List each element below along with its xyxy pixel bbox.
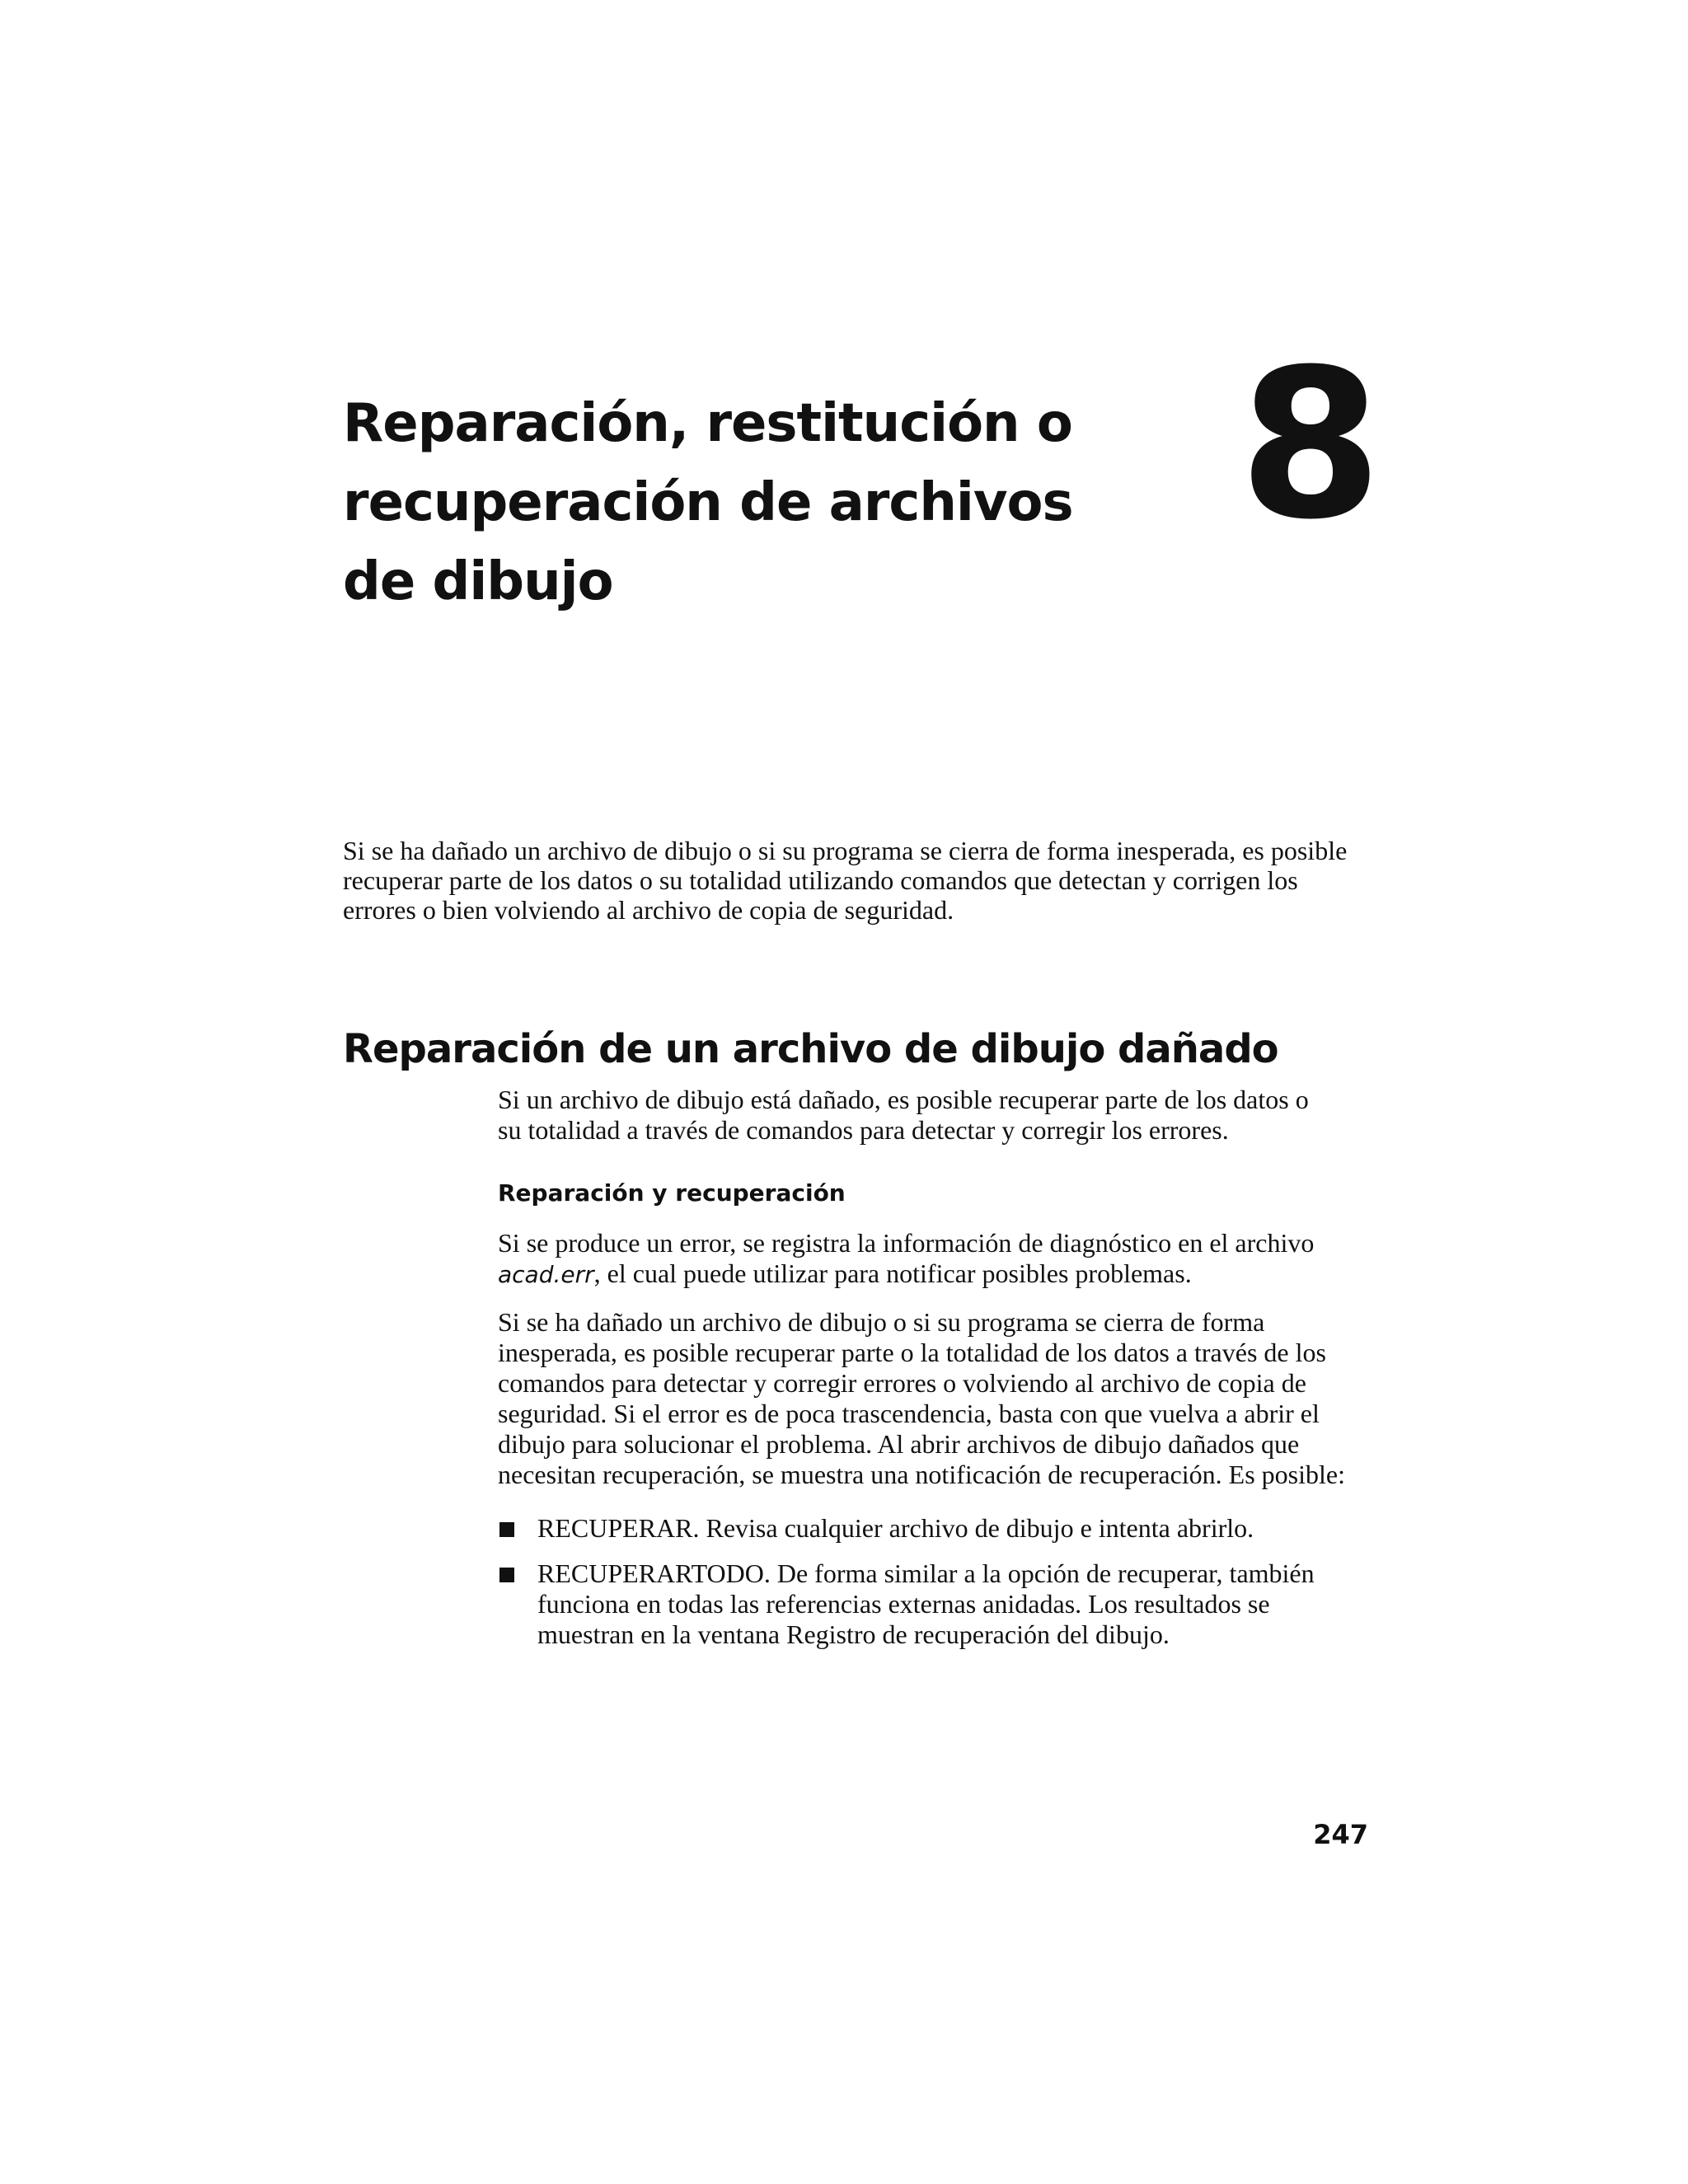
- paragraph-line-rest: , el cual puede utilizar para notificar posibles problemas.: [593, 1258, 1192, 1288]
- paragraph-line: inesperada, es posible recuperar parte o la totalidad de los datos a través de los: [498, 1338, 1326, 1367]
- bullet-line: muestran en la ventana Registro de recuperación del dibujo.: [537, 1619, 1170, 1649]
- bullet-item-recuperar: [498, 1513, 1421, 1544]
- paragraph-line: Si se produce un error, se registra la información de diagnóstico en el archivo: [498, 1228, 1315, 1258]
- paragraph-line: comandos para detectar y corregir errores o volviendo al archivo de copia de: [498, 1368, 1306, 1398]
- chapter-title-line: Reparación, restitución o: [343, 393, 1072, 454]
- chapter-title-line: recuperación de archivos: [343, 472, 1073, 533]
- chapter-number: 8: [1239, 325, 1382, 565]
- diagnostic-paragraph: [498, 1228, 1421, 1290]
- paragraph-line: seguridad. Si el error es de poca trascendencia, basta con que vuelva a abrir el: [498, 1399, 1320, 1428]
- bullet-line: RECUPERAR. Revisa cualquier archivo de dibujo e intenta abrirlo.: [537, 1513, 1254, 1543]
- intro-line: recuperar parte de los datos o su totalidad utilizando comandos que detectan y corrigen los: [343, 865, 1298, 895]
- section-heading: Reparación de un archivo de dibujo dañado: [343, 1026, 1278, 1072]
- bullet-list: [498, 1513, 1421, 1665]
- paragraph-line: Si un archivo de dibujo está dañado, es posible recuperar parte de los datos o: [498, 1085, 1309, 1114]
- square-bullet-icon: [499, 1522, 514, 1537]
- bullet-line: funciona en todas las referencias externas anidadas. Los resultados se: [537, 1589, 1270, 1619]
- recovery-paragraph: [498, 1307, 1421, 1490]
- paragraph-line: Si se ha dañado un archivo de dibujo o si su programa se cierra de forma: [498, 1307, 1265, 1337]
- bullet-item-recuperartodo: [498, 1558, 1421, 1650]
- intro-line: errores o bien volviendo al archivo de copia de seguridad.: [343, 895, 954, 925]
- intro-paragraph: [343, 836, 1414, 925]
- paragraph-line: [498, 1258, 1421, 1290]
- paragraph-line: necesitan recuperación, se muestra una notificación de recuperación. Es posible:: [498, 1460, 1345, 1489]
- paragraph-line: su totalidad a través de comandos para detectar y corregir los errores.: [498, 1115, 1229, 1145]
- bullet-line: RECUPERARTODO. De forma similar a la opción de recuperar, también: [537, 1558, 1315, 1588]
- chapter-title: [343, 384, 1085, 621]
- page-number: 247: [1313, 1819, 1368, 1850]
- square-bullet-icon: [499, 1568, 514, 1582]
- section-paragraph: [498, 1085, 1421, 1146]
- subheading: Reparación y recuperación: [498, 1179, 846, 1207]
- filename-acad-err: acad.err: [498, 1261, 594, 1288]
- paragraph-line: dibujo para solucionar el problema. Al abrir archivos de dibujo dañados que: [498, 1429, 1300, 1459]
- intro-line: Si se ha dañado un archivo de dibujo o si su programa se cierra de forma inesperada, es posible: [343, 836, 1348, 865]
- chapter-title-line: de dibujo: [343, 551, 613, 612]
